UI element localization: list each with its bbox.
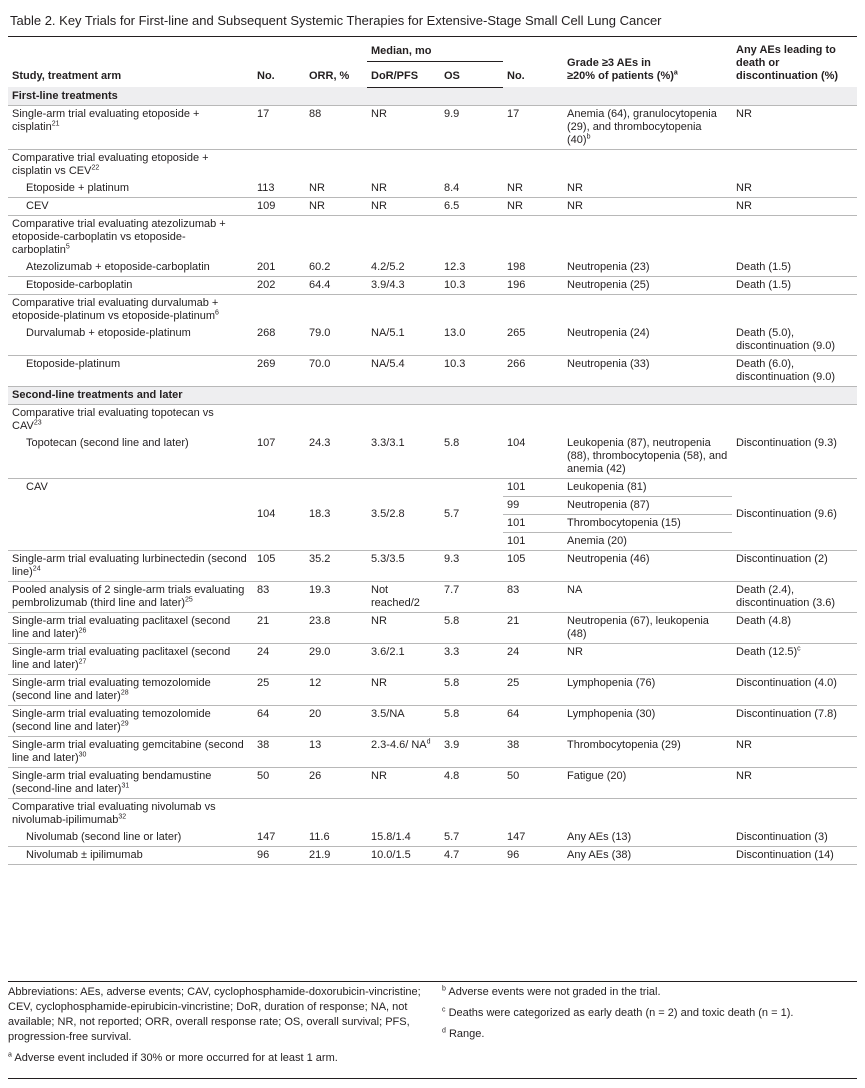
table-row xyxy=(8,829,857,847)
death-cell: NR xyxy=(732,105,857,149)
no2-cell: 83 xyxy=(503,581,563,612)
death-cell: NR xyxy=(732,197,857,215)
ae-cell: NA xyxy=(563,581,732,612)
ref-mark: 28 xyxy=(120,688,129,696)
dor-cell: NR xyxy=(367,612,440,643)
no2-cell: 147 xyxy=(503,829,563,847)
footnote-d xyxy=(442,1027,857,1042)
group-row xyxy=(8,798,857,829)
orr-cell: 12 xyxy=(305,674,367,705)
orr-cell: 24.3 xyxy=(305,435,367,479)
ae-cell: Neutropenia (24) xyxy=(563,325,732,356)
no2-cell: 21 xyxy=(503,612,563,643)
os-cell: 3.3 xyxy=(440,643,503,674)
study-text: Single-arm trial evaluating gemcitabine (second line and later) xyxy=(12,738,244,764)
no-cell: 24 xyxy=(253,643,305,674)
study-text: Single-arm trial evaluating paclitaxel (second line and later) xyxy=(12,645,231,671)
dor-cell: NA/5.1 xyxy=(367,325,440,356)
table-row xyxy=(8,674,857,705)
study-cell xyxy=(8,674,253,705)
no-cell: 113 xyxy=(253,180,305,198)
footnote-mark: b xyxy=(586,132,591,140)
group-row xyxy=(8,404,857,435)
no-cell: 269 xyxy=(253,355,305,386)
orr-cell: 35.2 xyxy=(305,550,367,581)
os-cell: 3.9 xyxy=(440,736,503,767)
header-study: Study, treatment arm xyxy=(12,70,122,82)
death-cell: Death (1.5) xyxy=(732,276,857,294)
study-cell xyxy=(8,105,253,149)
study-text: Single-arm trial evaluating lurbinectedin (second line) xyxy=(12,552,247,578)
header-row-1 xyxy=(8,38,857,62)
study-cell xyxy=(8,705,253,736)
orr-cell: 64.4 xyxy=(305,276,367,294)
ref-mark: 22 xyxy=(91,163,100,171)
study-cell: Nivolumab (second line or later) xyxy=(8,829,253,847)
footnote-a xyxy=(8,1051,433,1066)
ae-cell: Thrombocytopenia (29) xyxy=(563,736,732,767)
dor-cell: 3.5/2.8 xyxy=(367,478,440,550)
ae-cell: Neutropenia (33) xyxy=(563,355,732,386)
ref-mark: 5 xyxy=(65,242,70,250)
ae-cell: Neutropenia (25) xyxy=(563,276,732,294)
no-cell: 202 xyxy=(253,276,305,294)
ae-cell: Neutropenia (46) xyxy=(563,550,732,581)
bottom-rule xyxy=(8,1078,857,1079)
study-text: Comparative trial evaluating durvalumab + etoposide-platinum vs etoposide-platinum xyxy=(12,296,219,322)
no-cell: 21 xyxy=(253,612,305,643)
orr-cell: 20 xyxy=(305,705,367,736)
no2-cell: 101 xyxy=(503,532,563,550)
no2-cell: 38 xyxy=(503,736,563,767)
study-cell: Etoposide-platinum xyxy=(8,355,253,386)
os-cell: 5.8 xyxy=(440,435,503,479)
study-text: Single-arm trial evaluating paclitaxel (second line and later) xyxy=(12,614,231,640)
ae-cell: NR xyxy=(563,643,732,674)
os-cell: 4.8 xyxy=(440,767,503,798)
footnote-text: Range. xyxy=(448,1028,485,1040)
ae-cell: Neutropenia (87) xyxy=(563,496,732,514)
table-bottom-rule xyxy=(8,981,857,982)
ref-mark: 21 xyxy=(51,119,60,127)
no2-cell: 196 xyxy=(503,276,563,294)
study-text: Single-arm trial evaluating temozolomide (second line and later) xyxy=(12,676,211,702)
header-grade xyxy=(563,38,732,87)
group-row xyxy=(8,215,857,259)
death-cell: NR xyxy=(732,767,857,798)
table-row xyxy=(8,705,857,736)
death-cell: Discontinuation (3) xyxy=(732,829,857,847)
death-cell: NR xyxy=(732,736,857,767)
header-grade-line2: ≥20% of patients (%) xyxy=(567,70,674,82)
no2-cell: 101 xyxy=(503,514,563,532)
dor-cell: NR xyxy=(367,180,440,198)
os-cell: 13.0 xyxy=(440,325,503,356)
ae-cell: NR xyxy=(563,180,732,198)
death-cell: Death (4.8) xyxy=(732,612,857,643)
group-row xyxy=(8,149,857,180)
os-cell: 7.7 xyxy=(440,581,503,612)
table-row xyxy=(8,581,857,612)
death-text: Death (12.5) xyxy=(736,645,798,658)
dor-text: 2.3-4.6/ NA xyxy=(371,738,427,751)
study-cell: CEV xyxy=(8,197,253,215)
table-row xyxy=(8,612,857,643)
footnote-text: Adverse event included if 30% or more occurred for at least 1 arm. xyxy=(14,1052,338,1064)
death-cell: Death (1.5) xyxy=(732,259,857,277)
footnote-c xyxy=(442,1006,857,1021)
ae-cell: Any AEs (13) xyxy=(563,829,732,847)
no-cell: 268 xyxy=(253,325,305,356)
study-cell: CAV xyxy=(8,478,253,550)
death-cell: Discontinuation (9.6) xyxy=(732,478,857,550)
ae-cell: Leukopenia (87), neutropenia (88), thrombocytopenia (58), and anemia (42) xyxy=(563,435,732,479)
group-label xyxy=(8,294,857,325)
section-row xyxy=(8,87,857,105)
orr-cell: 26 xyxy=(305,767,367,798)
dor-cell xyxy=(367,736,440,767)
group-label xyxy=(8,215,857,259)
no2-cell: 101 xyxy=(503,478,563,496)
study-cell xyxy=(8,550,253,581)
no2-cell: 17 xyxy=(503,105,563,149)
orr-cell: 79.0 xyxy=(305,325,367,356)
death-cell: Discontinuation (9.3) xyxy=(732,435,857,479)
orr-cell: 23.8 xyxy=(305,612,367,643)
os-cell: 8.4 xyxy=(440,180,503,198)
death-cell: Death (2.4), discontinuation (3.6) xyxy=(732,581,857,612)
dor-cell: NR xyxy=(367,197,440,215)
table-row xyxy=(8,180,857,198)
header-median: Median, mo xyxy=(367,38,503,62)
footnote-mark: a xyxy=(8,1051,12,1059)
ae-cell: NR xyxy=(563,197,732,215)
table-row xyxy=(8,736,857,767)
no-cell: 107 xyxy=(253,435,305,479)
study-cell xyxy=(8,767,253,798)
orr-cell: 88 xyxy=(305,105,367,149)
no2-cell: 64 xyxy=(503,705,563,736)
dor-cell: 5.3/3.5 xyxy=(367,550,440,581)
header-grade-line1: Grade ≥3 AEs in xyxy=(567,57,651,69)
orr-cell: 60.2 xyxy=(305,259,367,277)
death-cell: Discontinuation (7.8) xyxy=(732,705,857,736)
ref-mark: 30 xyxy=(78,750,87,758)
death-cell xyxy=(732,643,857,674)
no-cell: 83 xyxy=(253,581,305,612)
study-cell xyxy=(8,612,253,643)
study-text: Comparative trial evaluating etoposide + cisplatin vs CEV xyxy=(12,151,209,177)
ae-cell: Neutropenia (23) xyxy=(563,259,732,277)
no-cell: 64 xyxy=(253,705,305,736)
dor-cell: 15.8/1.4 xyxy=(367,829,440,847)
table-row xyxy=(8,355,857,386)
death-cell: Death (5.0), discontinuation (9.0) xyxy=(732,325,857,356)
no2-cell: NR xyxy=(503,180,563,198)
footnote-mark: a xyxy=(673,69,678,77)
death-cell: NR xyxy=(732,180,857,198)
group-label xyxy=(8,149,857,180)
study-cell xyxy=(8,736,253,767)
study-cell: Etoposide-carboplatin xyxy=(8,276,253,294)
dor-cell: 3.3/3.1 xyxy=(367,435,440,479)
table-row xyxy=(8,478,857,496)
ae-cell xyxy=(563,105,732,149)
no2-cell: 96 xyxy=(503,846,563,864)
table-row xyxy=(8,105,857,149)
no-cell: 109 xyxy=(253,197,305,215)
study-text: Comparative trial evaluating nivolumab vs nivolumab-ipilimumab xyxy=(12,800,216,826)
os-cell: 5.7 xyxy=(440,829,503,847)
ref-mark: 23 xyxy=(33,418,42,426)
dor-cell: 3.5/NA xyxy=(367,705,440,736)
study-cell xyxy=(8,581,253,612)
footnote-mark: d xyxy=(442,1027,446,1035)
section-label: First-line treatments xyxy=(8,87,857,105)
study-cell: Atezolizumab + etoposide-carboplatin xyxy=(8,259,253,277)
group-row xyxy=(8,294,857,325)
section-label: Second-line treatments and later xyxy=(8,386,857,404)
ref-mark: 6 xyxy=(215,308,219,316)
no-cell: 201 xyxy=(253,259,305,277)
table-row xyxy=(8,325,857,356)
os-cell: 5.8 xyxy=(440,705,503,736)
ae-cell: Lymphopenia (76) xyxy=(563,674,732,705)
footnote-text: Deaths were categorized as early death (n = 2) and toxic death (n = 1). xyxy=(448,1007,794,1019)
table-row xyxy=(8,643,857,674)
no-cell: 38 xyxy=(253,736,305,767)
group-label xyxy=(8,404,857,435)
ref-mark: 31 xyxy=(121,781,130,789)
os-cell: 9.3 xyxy=(440,550,503,581)
table-row xyxy=(8,435,857,479)
no2-cell: 105 xyxy=(503,550,563,581)
header-orr: ORR, % xyxy=(309,70,350,82)
no2-cell: 24 xyxy=(503,643,563,674)
ref-mark: 32 xyxy=(118,812,127,820)
no-cell: 25 xyxy=(253,674,305,705)
study-cell: Nivolumab ± ipilimumab xyxy=(8,846,253,864)
study-text: Single-arm trial evaluating temozolomide (second line and later) xyxy=(12,707,211,733)
group-label xyxy=(8,798,857,829)
table-row xyxy=(8,276,857,294)
study-text: Single-arm trial evaluating bendamustine (second-line and later) xyxy=(12,769,212,795)
ae-cell: Fatigue (20) xyxy=(563,767,732,798)
ref-mark: 27 xyxy=(78,657,87,665)
table-row xyxy=(8,259,857,277)
dor-cell: NR xyxy=(367,674,440,705)
orr-cell: 11.6 xyxy=(305,829,367,847)
ae-cell: Any AEs (38) xyxy=(563,846,732,864)
orr-cell: 13 xyxy=(305,736,367,767)
study-cell: Durvalumab + etoposide-platinum xyxy=(8,325,253,356)
ae-cell: Neutropenia (67), leukopenia (48) xyxy=(563,612,732,643)
os-cell: 4.7 xyxy=(440,846,503,864)
orr-cell: NR xyxy=(305,180,367,198)
trials-table xyxy=(8,38,857,865)
footnotes-right xyxy=(442,985,857,1048)
header-dor-pfs: DoR/PFS xyxy=(367,62,440,87)
study-cell xyxy=(8,643,253,674)
header-no2: No. xyxy=(507,70,525,82)
study-text: Comparative trial evaluating atezolizumab + etoposide-carboplatin vs etoposide-carboplatin xyxy=(12,217,226,256)
ref-mark: 24 xyxy=(32,564,41,572)
table-row xyxy=(8,197,857,215)
dor-cell: Not reached/2 xyxy=(367,581,440,612)
footnote-text: Adverse events were not graded in the trial. xyxy=(448,986,661,998)
orr-cell: 19.3 xyxy=(305,581,367,612)
dor-cell: NR xyxy=(367,767,440,798)
table-row xyxy=(8,846,857,864)
no2-cell: 198 xyxy=(503,259,563,277)
death-cell: Discontinuation (4.0) xyxy=(732,674,857,705)
os-cell: 5.7 xyxy=(440,478,503,550)
os-cell: 5.8 xyxy=(440,674,503,705)
ae-cell: Leukopenia (81) xyxy=(563,478,732,496)
no2-cell: 50 xyxy=(503,767,563,798)
study-text: Pooled analysis of 2 single-arm trials evaluating pembrolizumab (third line and later) xyxy=(12,583,245,609)
no-cell: 105 xyxy=(253,550,305,581)
os-cell: 6.5 xyxy=(440,197,503,215)
dor-cell: 3.6/2.1 xyxy=(367,643,440,674)
header-any-ae: Any AEs leading to death or discontinuation (%) xyxy=(736,44,839,82)
no-cell: 96 xyxy=(253,846,305,864)
ae-text: Anemia (64), granulocytopenia (29), and thrombocytopenia (40) xyxy=(567,107,717,146)
title-rule xyxy=(8,36,857,37)
orr-cell: 29.0 xyxy=(305,643,367,674)
footnotes-left xyxy=(8,985,433,1072)
study-text: Comparative trial evaluating topotecan vs CAV xyxy=(12,406,214,432)
no-cell: 17 xyxy=(253,105,305,149)
section-row xyxy=(8,386,857,404)
ref-mark: 29 xyxy=(120,719,129,727)
header-no: No. xyxy=(257,70,275,82)
no-cell: 104 xyxy=(253,478,305,550)
ae-cell: Anemia (20) xyxy=(563,532,732,550)
os-cell: 10.3 xyxy=(440,276,503,294)
no2-cell: 25 xyxy=(503,674,563,705)
header-os: OS xyxy=(440,62,503,87)
study-text: Single-arm trial evaluating etoposide + cisplatin xyxy=(12,107,200,133)
dor-cell: 4.2/5.2 xyxy=(367,259,440,277)
no-cell: 50 xyxy=(253,767,305,798)
death-cell: Discontinuation (14) xyxy=(732,846,857,864)
footnote-mark: c xyxy=(797,644,801,652)
orr-cell: 21.9 xyxy=(305,846,367,864)
ae-cell: Lymphopenia (30) xyxy=(563,705,732,736)
no2-cell: 266 xyxy=(503,355,563,386)
table-container xyxy=(8,38,857,981)
study-cell: Etoposide + platinum xyxy=(8,180,253,198)
orr-cell: NR xyxy=(305,197,367,215)
table-row xyxy=(8,767,857,798)
footnote-mark: d xyxy=(426,737,431,745)
ae-cell: Thrombocytopenia (15) xyxy=(563,514,732,532)
os-cell: 10.3 xyxy=(440,355,503,386)
orr-cell: 70.0 xyxy=(305,355,367,386)
no2-cell: 99 xyxy=(503,496,563,514)
footnote-mark: c xyxy=(442,1006,446,1014)
os-cell: 9.9 xyxy=(440,105,503,149)
footnote-abbreviations: Abbreviations: AEs, adverse events; CAV, cyclophosphamide-doxorubicin-vincristine; CEV, cyclophosphamide-epirubicin-vincristine; DoR, duration of response; NA, not available; NR, not reported; ORR, overall response rate; OS, overall survival; PFS, progression-free survival. xyxy=(8,986,421,1043)
table-row xyxy=(8,550,857,581)
dor-cell: NR xyxy=(367,105,440,149)
footnote-mark: b xyxy=(442,985,446,993)
no2-cell: 265 xyxy=(503,325,563,356)
no-cell: 147 xyxy=(253,829,305,847)
dor-cell: 3.9/4.3 xyxy=(367,276,440,294)
death-cell: Death (6.0), discontinuation (9.0) xyxy=(732,355,857,386)
study-cell: Topotecan (second line and later) xyxy=(8,435,253,479)
dor-cell: NA/5.4 xyxy=(367,355,440,386)
ref-mark: 25 xyxy=(185,595,193,603)
orr-cell: 18.3 xyxy=(305,478,367,550)
os-cell: 5.8 xyxy=(440,612,503,643)
footnote-b xyxy=(442,985,857,1000)
no2-cell: 104 xyxy=(503,435,563,479)
dor-cell: 10.0/1.5 xyxy=(367,846,440,864)
no2-cell: NR xyxy=(503,197,563,215)
table-title: Table 2. Key Trials for First-line and Subsequent Systemic Therapies for Extensive-Stage Small Cell Lung Cancer xyxy=(10,13,662,28)
ref-mark: 26 xyxy=(78,626,87,634)
death-cell: Discontinuation (2) xyxy=(732,550,857,581)
os-cell: 12.3 xyxy=(440,259,503,277)
